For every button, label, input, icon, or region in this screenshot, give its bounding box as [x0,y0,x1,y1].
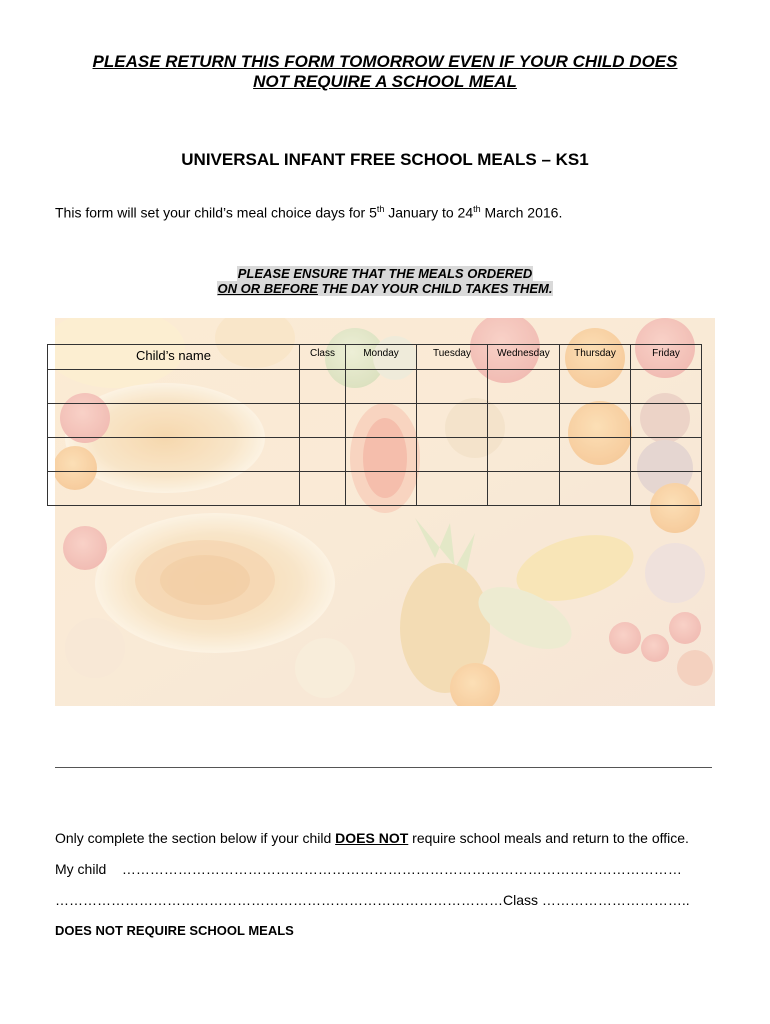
wednesday-cell[interactable] [488,472,560,506]
child-name-cell[interactable] [48,404,300,438]
opt-out-instructions [55,830,689,846]
class-cell[interactable] [300,370,346,404]
ensure-line-2 [217,281,554,296]
monday-cell[interactable] [346,438,417,472]
ensure-underlined: ON OR BEFORE [217,281,318,296]
intro-text [55,204,562,221]
ensure-line-2-rest: THE DAY YOUR CHILD TAKES THEM. [317,281,553,296]
does-not-require-statement: DOES NOT REQUIRE SCHOOL MEALS [55,923,294,938]
thursday-cell[interactable] [560,370,631,404]
header-monday: Monday [346,345,417,370]
wednesday-cell[interactable] [488,370,560,404]
section-divider [55,767,712,768]
wednesday-cell[interactable] [488,404,560,438]
return-notice-line-2: NOT REQUIRE A SCHOOL MEAL [253,72,517,91]
friday-cell[interactable] [631,438,702,472]
return-notice-heading [40,52,730,92]
ensure-notice [0,266,770,296]
wednesday-cell[interactable] [488,438,560,472]
my-child-label: My child [55,861,107,877]
table-row [48,472,702,506]
intro-part-2: January to 24 [384,204,474,221]
meal-choice-table [47,344,702,506]
thursday-cell[interactable] [560,472,631,506]
header-wednesday: Wednesday [488,345,560,370]
header-friday: Friday [631,345,702,370]
return-notice-line-1: PLEASE RETURN THIS FORM TOMORROW EVEN IF YOUR CHILD DOES [92,52,678,71]
friday-cell[interactable] [631,370,702,404]
opt-out-emphasis: DOES NOT [335,830,409,846]
class-dots: ………………………….. [541,892,690,908]
table-row [48,370,702,404]
friday-cell[interactable] [631,404,702,438]
child-name-cell[interactable] [48,472,300,506]
header-class: Class [300,345,346,370]
monday-cell[interactable] [346,472,417,506]
child-name-cell[interactable] [48,370,300,404]
tuesday-cell[interactable] [417,472,488,506]
my-child-line[interactable] [55,861,682,877]
class-cell[interactable] [300,404,346,438]
thursday-cell[interactable] [560,438,631,472]
header-tuesday: Tuesday [417,345,488,370]
tuesday-cell[interactable] [417,438,488,472]
name-continuation-dots: …………………………………………………………………………………… [55,892,503,908]
class-cell[interactable] [300,472,346,506]
class-cell[interactable] [300,438,346,472]
child-name-cell[interactable] [48,438,300,472]
intro-sup-2: th [473,204,481,214]
table-header-row [48,345,702,370]
header-thursday: Thursday [560,345,631,370]
tuesday-cell[interactable] [417,370,488,404]
class-label: Class [503,892,539,908]
class-line[interactable] [55,892,690,908]
intro-part-3: March 2016. [480,204,563,221]
tuesday-cell[interactable] [417,404,488,438]
thursday-cell[interactable] [560,404,631,438]
opt-out-suffix: require school meals and return to the office. [408,830,689,846]
table-row [48,438,702,472]
friday-cell[interactable] [631,472,702,506]
monday-cell[interactable] [346,404,417,438]
table-row [48,404,702,438]
intro-part-1: This form will set your child’s meal choice days for 5 [55,204,377,221]
ensure-line-1: PLEASE ENSURE THAT THE MEALS ORDERED [237,266,533,281]
my-child-dots: ………………………………………………………………………………………………………… [121,861,682,877]
opt-out-prefix: Only complete the section below if your child [55,830,336,846]
monday-cell[interactable] [346,370,417,404]
form-title: UNIVERSAL INFANT FREE SCHOOL MEALS – KS1 [181,150,589,169]
intro-sup-1: th [376,204,385,214]
header-childs-name: Child’s name [48,345,300,370]
